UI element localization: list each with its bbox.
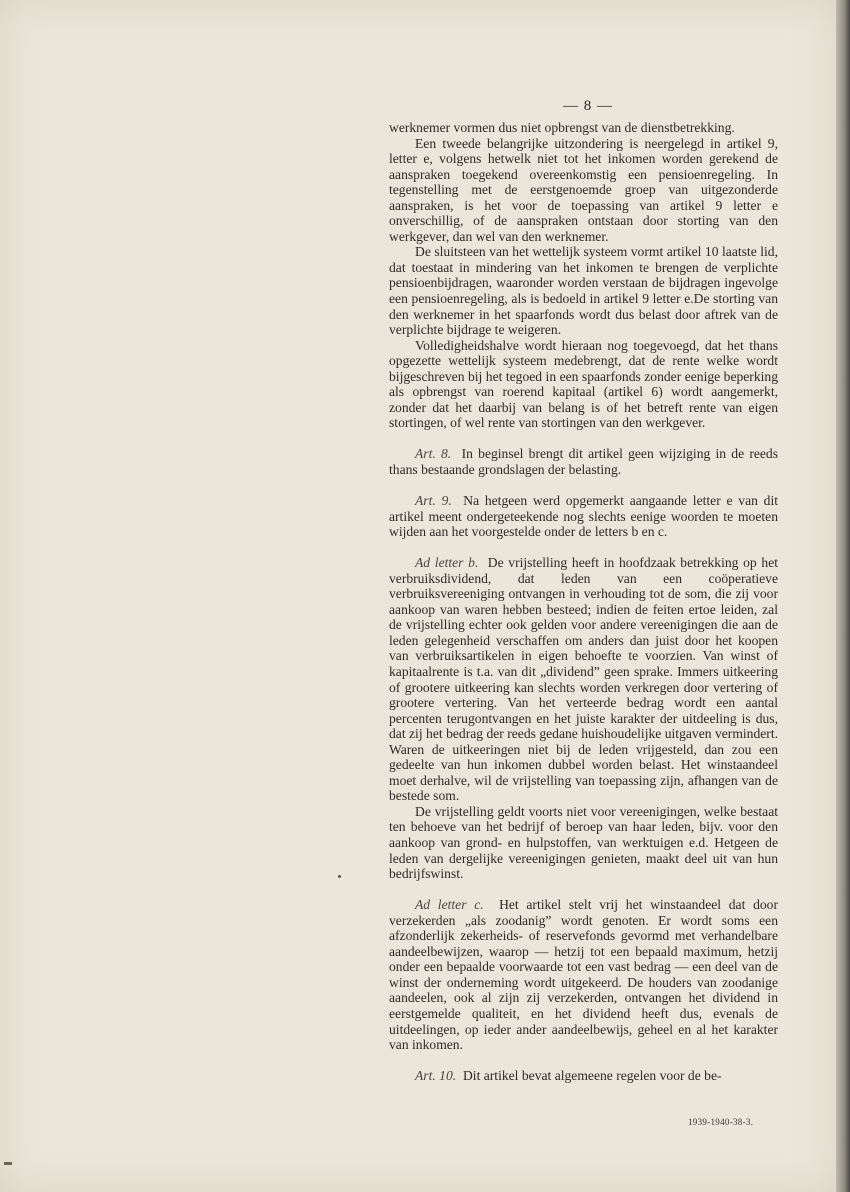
section-lead: Art. 10. (415, 1068, 457, 1084)
paragraph-art-9 (389, 493, 778, 540)
paragraph-text: Een tweede belangrijke uitzondering is neergelegd in artikel 9, letter e, volgens hetwelk niet tot het inkomen worden gerekend de aanspraken toegekend overeenkomstig een pensioenregeling. In tegenstelling met de eerstgenoemde groep van uitgezonderde aanspraken, is het voor de toepassing van artikel 9 letter e onverschillig, of de aanspraken ontstaan door storting van den werkgever, dan wel van den werknemer. (389, 135, 778, 244)
paper-mark (4, 1162, 12, 1165)
document-reference-code: 1939-1940-38-3. (688, 1117, 754, 1127)
paragraph-text: Het artikel stelt vrij het winstaandeel dat door verzekerden „als zoodanig” wordt genoten. Er wordt soms een afzonderlijk zekerheids- of reservefonds gevormd met verhandelbare aandeelbewijzen, waarop — hetzij tot een bepaald maximum, hetzij onder een bepaalde voorwaarde tot een vast bedrag — een deel van de winst der onderneming wordt uitgekeerd. De houders van zoodanige aandeelen, ook al zijn zij verzekerden, ontvangen het dividend in eerstgemelde qualiteit, en het dividend heeft dus, evenals de uitdeelingen, op ieder ander aandeelbewijs, geheel en al het karakter van inkomen. (389, 897, 778, 1053)
paragraph-ad-letter-b (389, 555, 778, 804)
paragraph-text: De vrijstelling geldt voorts niet voor vereenigingen, welke bestaat ten behoeve van het bedrijf of beroep van haar leden, bijv. voor den aankoop van grond- en hulpstoffen, van werktuigen e.d. Hetgeen de leden van dergelijke vereenigingen genieten, maakt deel uit van hun bedrijfswinst. (389, 803, 778, 882)
scan-edge (836, 0, 850, 1192)
paragraph-text: De sluitsteen van het wettelijk systeem vormt artikel 10 laatste lid, dat toestaat in mindering van het inkomen te brengen de verplichte pensioenbijdragen, waaronder worden verstaan de bijdragen ingevolge een pensioenregeling, als is bedoeld in artikel 9 letter e.De storting van den werknemer in het spaarfonds wordt dus belast door aftrek van de verplichte bijdrage te weigeren. (389, 244, 778, 338)
paragraph-text: De vrijstelling heeft in hoofdzaak betrekking op het verbruiksdividend, dat leden van een coöperatieve verbruiksvereeniging ontvangen in verhouding tot de som, die zij voor aankoop van waren hebben besteed; indien de feiten ertoe leiden, zal de vrijstelling echter ook gelden voor andere vereenigingen die aan de leden gelegenheid verschaffen om anders dan juist door het koopen van verbruiksartikelen in eigen behoefte te voorzien. Van winst of kapitaalrente is t.a. van dit „dividend” geen sprake. Immers uitkeering of grootere uitkeering kan slechts worden verkregen door vertering of grootere vertering. Van het verteerde bedrag wordt een aantal percenten terugontvangen en het juiste karakter der uitdeeling is dus, dat zij het bedrag der reeds gedane huishoudelijke uitgaven vermindert. Waren de uitkeeringen niet bij de leden vrijgesteld, dan zou een gedeelte van hun inkomen dubbel worden belast. Het winstaandeel moet derhalve, wil de vrijstelling van toepassing zijn, afhangen van de bestede som. (389, 555, 779, 804)
paragraph-continuation (389, 120, 778, 136)
section-lead: Art. 9. (415, 493, 452, 509)
body-text (389, 120, 778, 1084)
paragraph-text: In beginsel brengt dit artikel geen wijziging in de reeds thans bestaande grondslagen der belasting. (389, 446, 779, 477)
paragraph-text: Volledigheidshalve wordt hieraan nog toegevoegd, dat het thans opgezette wettelijk systeem medebrengt, dat de rente welke wordt bijgeschreven bij het tegoed in een spaarfonds zonder eenige beperking als opbrengst van roerend kapitaal (artikel 6) wordt aangemerkt, zonder dat het daarbij van belang is of het betreft rente van eigen stortingen, of wel rente van stortingen van den werkgever. (389, 337, 778, 431)
section-lead: Ad letter c. (415, 897, 484, 913)
paragraph-completeness (389, 338, 778, 431)
paper-speck (338, 875, 341, 878)
paragraph-text: Na hetgeen werd opgemerkt aangaande letter e van dit artikel meent ondergeteekende nog slechts eenige woorden te moeten wijden aan het voorgestelde onder de letters b en c. (389, 493, 779, 540)
paragraph-keystone (389, 244, 778, 337)
section-lead: Art. 8. (415, 446, 452, 462)
paragraph-art-8 (389, 446, 778, 477)
paragraph-exemption-scope (389, 804, 778, 882)
page-number: — 8 — (563, 98, 613, 114)
paragraph-art-10 (389, 1068, 778, 1084)
paragraph-ad-letter-c (389, 897, 778, 1052)
paragraph-text: werknemer vormen dus niet opbrengst van de dienstbetrekking. (389, 120, 735, 135)
section-lead: Ad letter b. (415, 555, 479, 571)
paragraph-pension-exception (389, 136, 778, 245)
paragraph-text: Dit artikel bevat algemeene regelen voor de be- (462, 1068, 722, 1084)
